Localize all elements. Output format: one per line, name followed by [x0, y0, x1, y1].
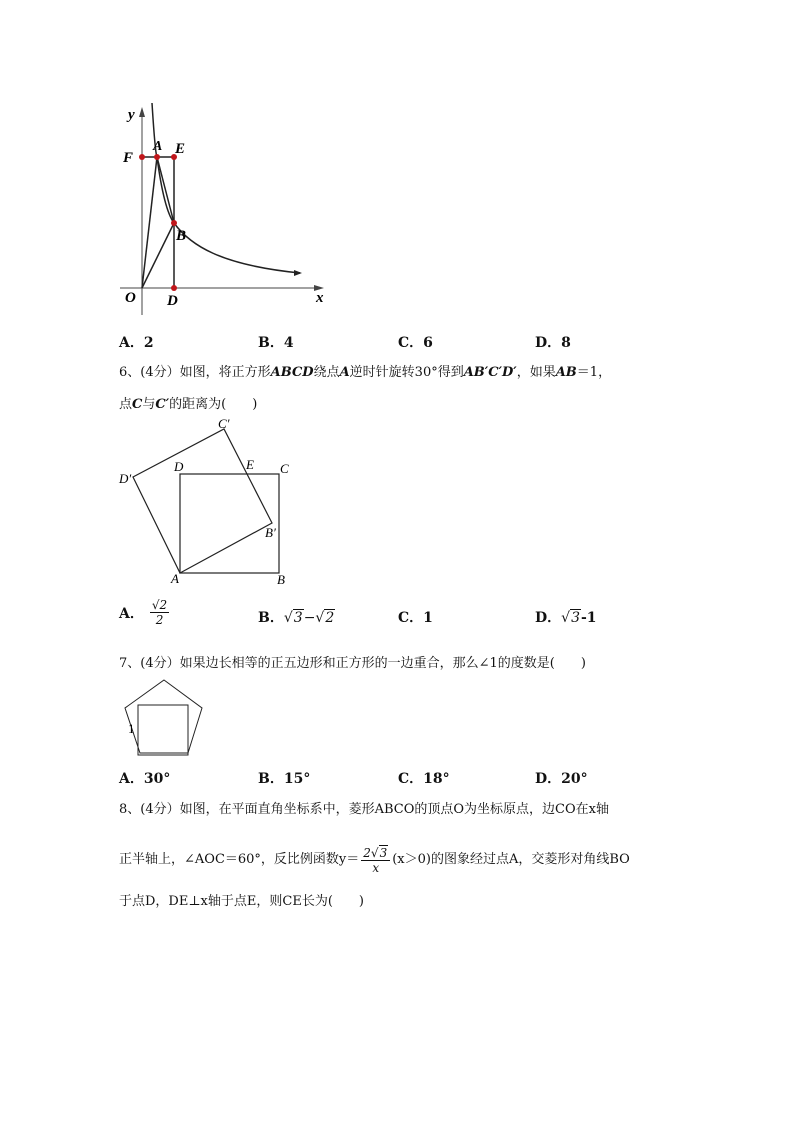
- square-AB2C2D2: [133, 429, 272, 573]
- q6-option-a-fraction: [150, 598, 169, 627]
- q5-option-c[interactable]: C．6: [398, 335, 433, 351]
- q6-option-b[interactable]: B．√3−√2: [258, 610, 335, 626]
- label-D-prime: D′: [119, 471, 132, 486]
- label-B-prime: B′: [265, 525, 276, 540]
- regular-pentagon: [125, 680, 202, 753]
- q5-option-a[interactable]: A．2: [119, 335, 154, 351]
- q6-rotated-square-figure: [112, 415, 302, 590]
- q6-point-a: A: [339, 365, 350, 380]
- q6-point-c2: C′: [155, 397, 170, 412]
- q6-point-c: C: [132, 397, 143, 412]
- point-D: [171, 285, 177, 291]
- q8-text-line3: 于点D，DE⊥x轴于点E，则CE长为( ): [119, 894, 364, 909]
- q6-option-b-radicand1: 3: [293, 610, 303, 626]
- q7-option-a[interactable]: A．30°: [119, 771, 171, 787]
- label-C: C: [280, 461, 289, 476]
- q6-option-a-label: A．: [119, 605, 144, 622]
- label-O: O: [125, 290, 136, 306]
- label-y: y: [128, 107, 135, 123]
- q6-mid3: ，如果: [516, 365, 556, 380]
- point-F: [139, 154, 145, 160]
- q5-option-b[interactable]: B．4: [258, 335, 294, 351]
- q6-option-b-radicand2: 2: [325, 610, 335, 626]
- point-A: [154, 154, 160, 160]
- label-A: A: [171, 571, 179, 586]
- q8-text-line1: 8、(4分）如图，在平面直角坐标系中，菱形ABCO的顶点O为坐标原点，边CO在x轴: [119, 802, 609, 817]
- q6-mid2: 逆时针旋转30°得到: [349, 365, 464, 380]
- q7-option-c[interactable]: C．18°: [398, 771, 450, 787]
- square-ABCD: [180, 474, 279, 573]
- y-axis-arrow: [139, 107, 145, 117]
- angle-1-label: 1: [128, 721, 135, 736]
- q8-fraction-coef: 2: [363, 846, 371, 860]
- q6-option-a[interactable]: [119, 598, 169, 627]
- q6-mid1: 绕点: [313, 365, 340, 380]
- q6-end: ＝1，: [576, 365, 612, 380]
- q8-fraction-numerator: 2√3: [361, 845, 390, 861]
- q8-fraction-radicand: 3: [379, 846, 388, 860]
- q6-option-d-rest: -1: [580, 610, 597, 626]
- q7-option-b[interactable]: B．15°: [258, 771, 311, 787]
- q8-text-line2: [119, 845, 630, 875]
- q8-line2-prefix: 正半轴上，∠AOC＝60°，反比例函数y＝: [119, 852, 360, 867]
- curve-arrow: [294, 270, 302, 276]
- q8-fraction: [361, 845, 390, 875]
- q5-graph: [110, 95, 340, 320]
- label-B: B: [176, 228, 187, 244]
- label-A: A: [153, 139, 163, 154]
- q7-pentagon-square-figure: [112, 675, 212, 765]
- point-B: [171, 220, 177, 226]
- q6-abcd: ABCD: [270, 365, 314, 380]
- segment-OB: [142, 223, 174, 288]
- q7-text: 7、(4分）如果边长相等的正五边形和正方形的一边重合，那么∠1的度数是( ): [119, 656, 586, 671]
- segment-AB: [157, 157, 174, 223]
- q6-option-d-label: D．: [535, 610, 562, 626]
- q6-line2-end: 的距离为( ): [169, 397, 258, 412]
- q6-option-c[interactable]: C．1: [398, 610, 433, 626]
- q6-option-a-numerator: √2: [151, 598, 168, 612]
- label-D: D: [174, 459, 184, 474]
- q6-ab: AB: [555, 365, 577, 380]
- q6-option-a-denominator: 2: [155, 613, 164, 627]
- q5-option-d[interactable]: D．8: [535, 335, 571, 351]
- label-E: E: [175, 141, 186, 157]
- q8-line2-suffix: (x＞0)的图象经过点A，交菱形对角线BO: [392, 852, 630, 867]
- q6-line2-mid: 与: [142, 397, 156, 412]
- q8-fraction-denominator: x: [372, 861, 380, 875]
- q6-option-d-radicand: 3: [571, 610, 580, 626]
- label-F: F: [123, 150, 134, 166]
- q6-option-b-label: B．: [258, 610, 284, 626]
- q7-option-d[interactable]: D．20°: [535, 771, 588, 787]
- q6-option-d[interactable]: D．√3-1: [535, 610, 597, 626]
- q6-text-line2: [119, 395, 257, 415]
- label-x: x: [316, 290, 324, 306]
- q6-line2-prefix: 点: [119, 397, 133, 412]
- label-C-prime: C′: [218, 416, 230, 431]
- segment-OA: [142, 157, 157, 288]
- label-E: E: [246, 457, 254, 472]
- q6-prefix: 6、(4分）如图，将正方形: [119, 365, 271, 380]
- q6-rotated: AB′C′D′: [463, 365, 517, 380]
- q6-option-b-minus: −: [303, 610, 316, 626]
- label-B: B: [277, 572, 285, 587]
- q6-text-line1: [119, 363, 611, 383]
- label-D: D: [167, 293, 178, 309]
- square: [138, 705, 188, 755]
